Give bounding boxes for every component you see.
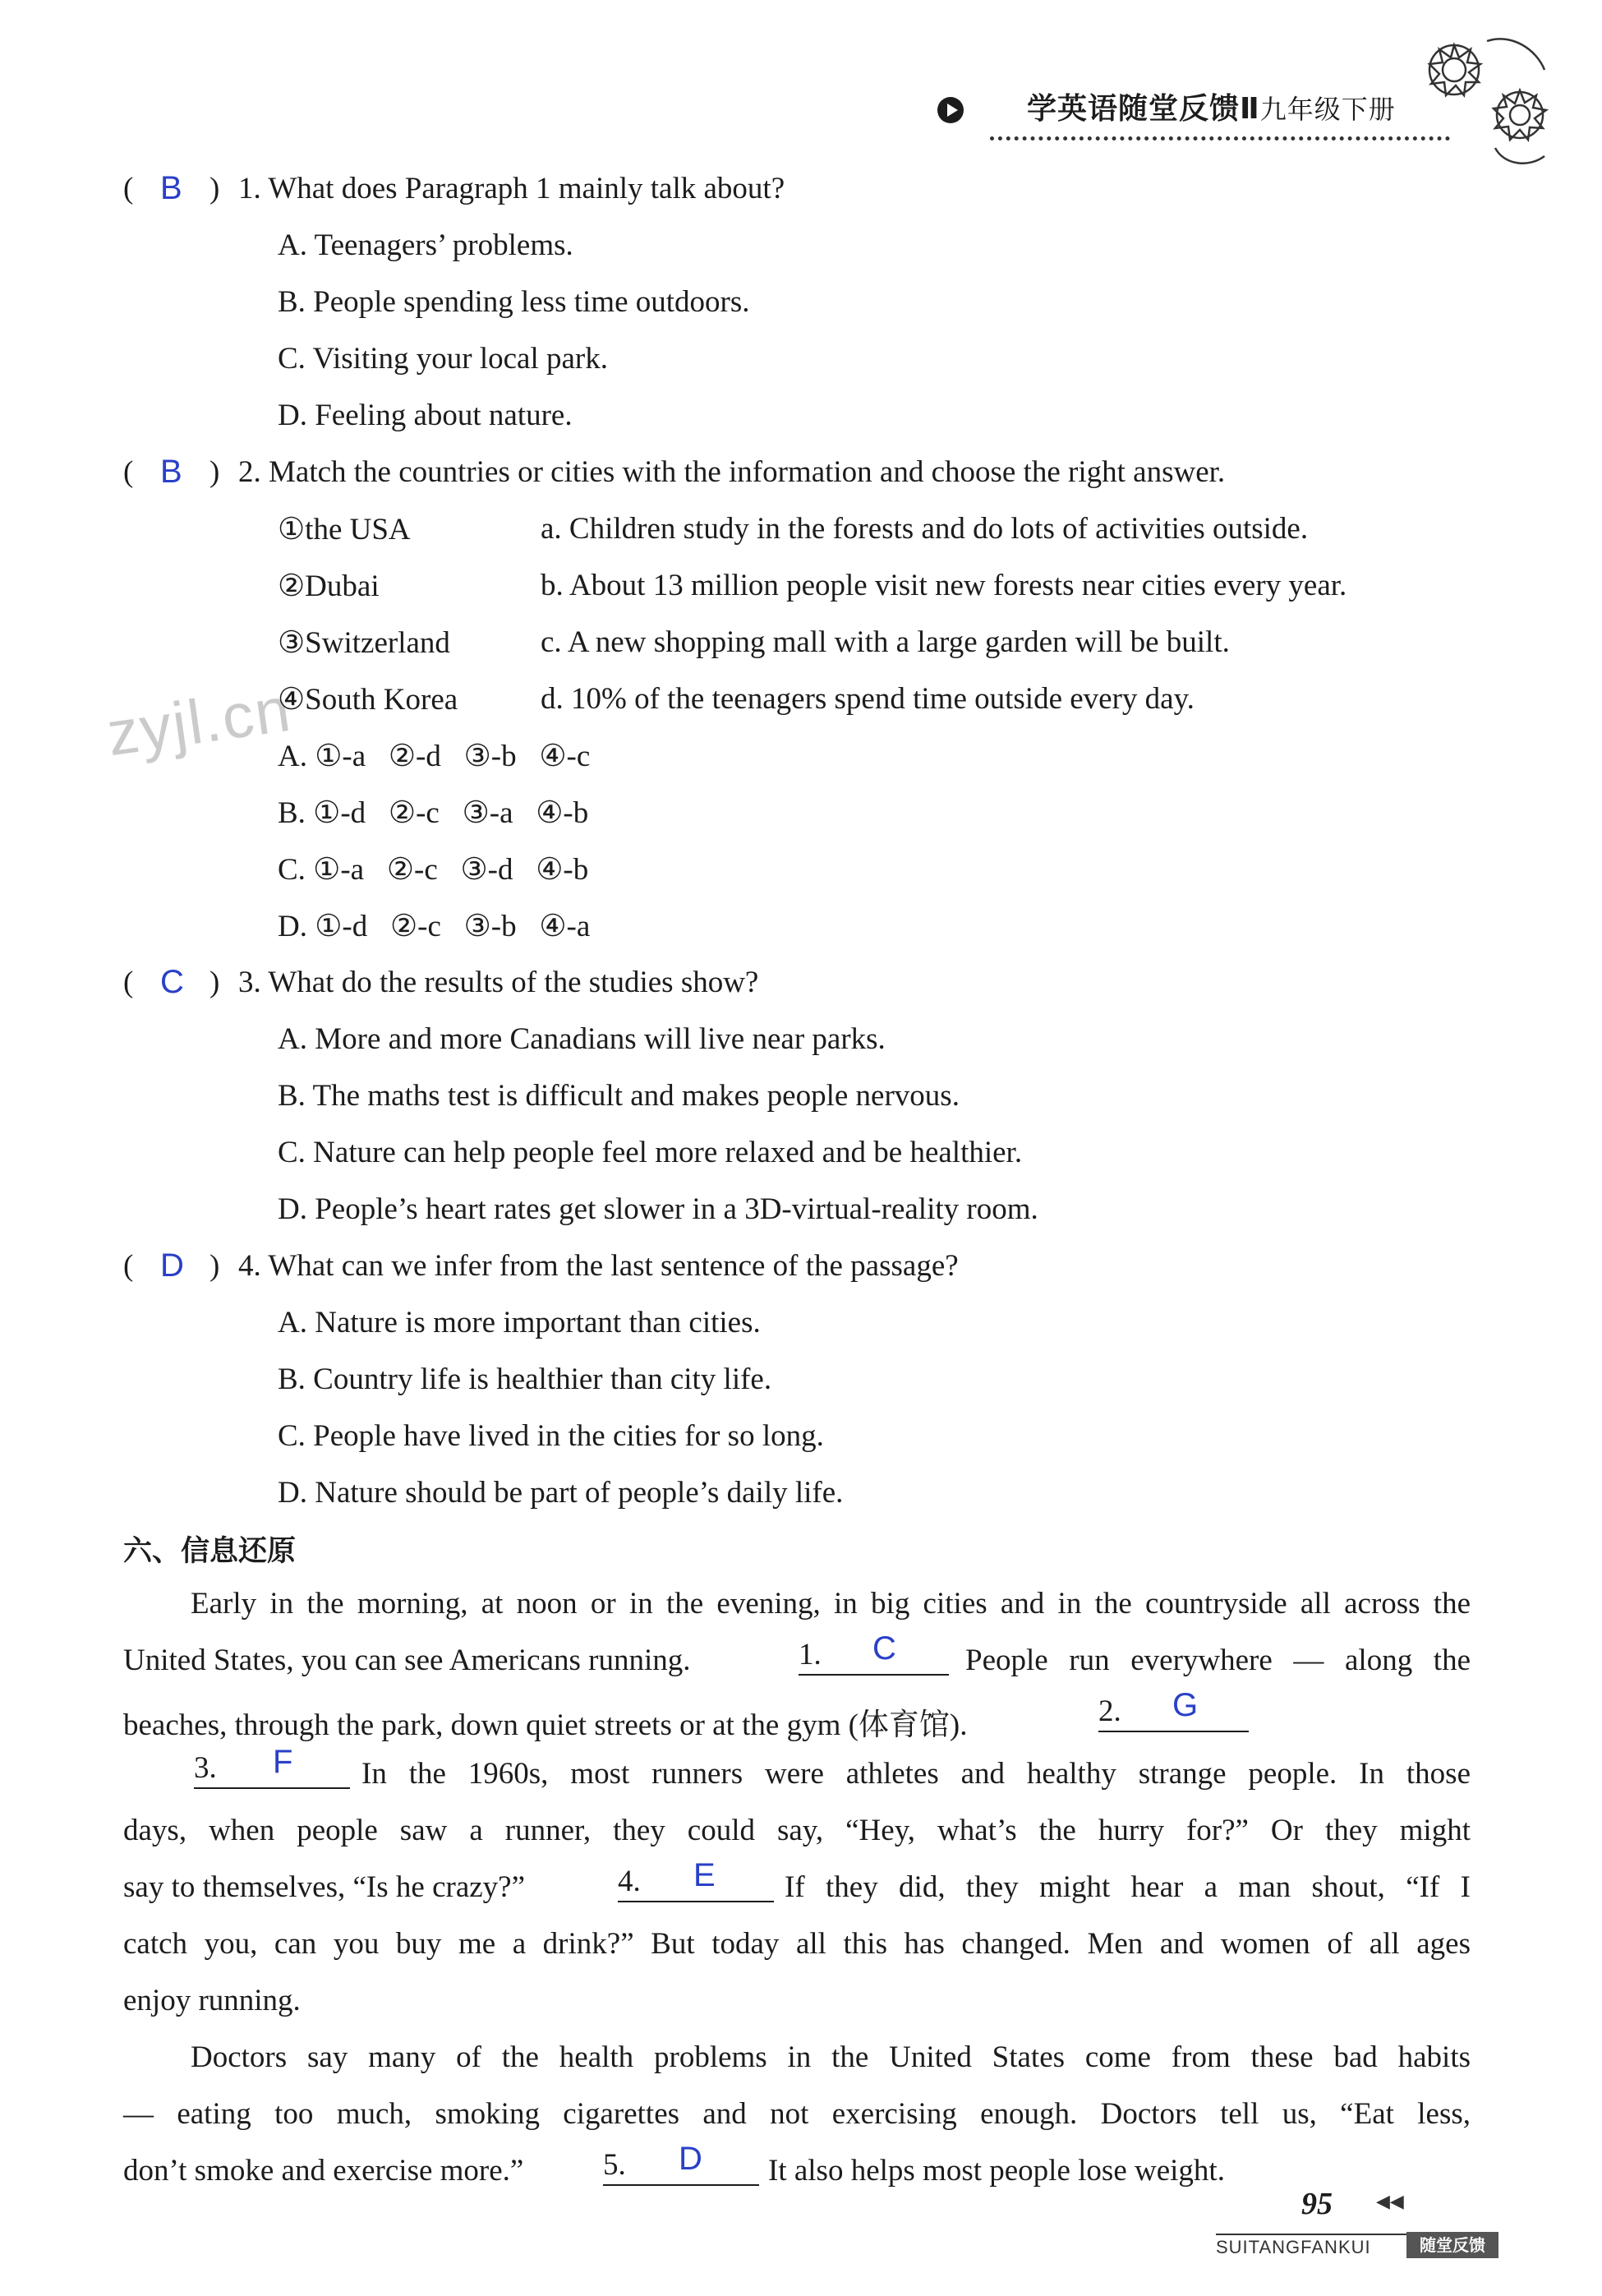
header-title: [1027, 85, 1396, 127]
blank-5[interactable]: [603, 2141, 759, 2186]
question-1-option-d: D. Feeling about nature.: [278, 399, 573, 432]
blank-3[interactable]: [194, 1744, 350, 1789]
answer-paren-close: ): [209, 966, 220, 999]
question-2-option-d: D. ①-d ②-c ③-b ④-a: [278, 910, 591, 943]
passage-line: catch you, can you buy me a drink?” But today all this has changed. Men and women of all ages: [123, 1927, 1471, 1961]
match-left-3: ③Switzerland: [278, 626, 450, 660]
question-1-option-c: C. Visiting your local park.: [278, 342, 608, 376]
passage-line: — eating too much, smoking cigarettes and not exercising enough. Doctors tell us, “Eat less,: [123, 2097, 1471, 2131]
passage-line: enjoy running.: [123, 1984, 301, 2017]
blank-2[interactable]: [1098, 1687, 1249, 1732]
answer-paren-open: (: [123, 1249, 134, 1283]
double-arrow-icon: ◀◀: [1376, 2191, 1404, 2211]
blank-answer: F: [273, 1744, 293, 1780]
question-2-option-a: A. ①-a ②-d ③-b ④-c: [278, 740, 591, 773]
blank-answer: E: [693, 1857, 716, 1893]
header-title-text: 学英语随堂反馈Ⅱ: [1027, 92, 1260, 126]
match-left-2: ②Dubai: [278, 569, 380, 603]
question-1-stem: 1. What does Paragraph 1 mainly talk about?: [238, 172, 785, 205]
answer-q2: B: [160, 454, 182, 490]
answer-paren-open: (: [123, 966, 134, 999]
play-icon: [937, 96, 964, 124]
question-2-option-c: C. ①-a ②-c ③-d ④-b: [278, 853, 589, 887]
question-4-option-d: D. Nature should be part of people’s daily life.: [278, 1476, 844, 1510]
question-3-stem: 3. What do the results of the studies show?: [238, 966, 759, 999]
section-heading: 六、信息还原: [123, 1535, 297, 1568]
passage-text: It also helps most people lose weight.: [768, 2154, 1225, 2188]
blank-answer: D: [679, 2141, 702, 2177]
question-4-stem: 4. What can we infer from the last sentence of the passage?: [238, 1249, 959, 1283]
question-4-option-a: A. Nature is more important than cities.: [278, 1306, 761, 1339]
match-left-1: ①the USA: [278, 513, 411, 546]
passage-text: United States, you can see Americans running.: [123, 1644, 691, 1677]
answer-q4: D: [160, 1247, 184, 1284]
question-1-option-b: B. People spending less time outdoors.: [278, 285, 750, 319]
passage-text: beaches, through the park, down quiet streets or at the gym (体育馆).: [123, 1708, 968, 1742]
question-3-option-a: A. More and more Canadians will live near parks.: [278, 1022, 886, 1056]
page-number: 95: [1301, 2187, 1333, 2221]
passage-text: don’t smoke and exercise more.”: [123, 2154, 524, 2188]
match-right-d: d. 10% of the teenagers spend time outside every day.: [541, 682, 1195, 716]
blank-number: 1.: [799, 1638, 822, 1671]
match-right-a: a. Children study in the forests and do lots of activities outside.: [541, 512, 1309, 546]
answer-paren-close: ): [209, 1249, 220, 1283]
passage-line: [123, 1643, 691, 1678]
question-3-option-c: C. Nature can help people feel more relaxed and be healthier.: [278, 1136, 1023, 1169]
passage-line: Doctors say many of the health problems in the United States come from these bad habits: [191, 2040, 1471, 2074]
answer-paren-open: (: [123, 455, 134, 489]
question-2-stem: 2. Match the countries or cities with the information and choose the right answer.: [238, 455, 1226, 489]
question-4-option-c: C. People have lived in the cities for so long.: [278, 1419, 824, 1453]
blank-answer: G: [1172, 1687, 1199, 1723]
question-1-option-a: A. Teenagers’ problems.: [278, 228, 573, 262]
match-left-4: ④South Korea: [278, 683, 458, 717]
answer-paren-open: (: [123, 172, 134, 205]
flower-decoration-icon: [1405, 25, 1569, 197]
passage-text: People run everywhere — along the: [965, 1644, 1471, 1677]
question-3-option-d: D. People’s heart rates get slower in a 3D-virtual-reality room.: [278, 1192, 1038, 1226]
blank-number: 5.: [603, 2148, 626, 2182]
question-2-option-b: B. ①-d ②-c ③-a ④-b: [278, 796, 589, 830]
header-subtitle: 九年级下册: [1259, 94, 1396, 125]
passage-text: In the 1960s, most runners were athletes and healthy strange people. In those: [361, 1757, 1471, 1791]
question-3-option-b: B. The maths test is difficult and makes people nervous.: [278, 1079, 960, 1113]
answer-paren-close: ): [209, 455, 220, 489]
passage-line: days, when people saw a runner, they could say, “Hey, what’s the hurry for?” Or they might: [123, 1814, 1471, 1847]
blank-number: 2.: [1098, 1694, 1121, 1728]
blank-4[interactable]: [618, 1857, 774, 1902]
blank-number: 4.: [618, 1865, 641, 1898]
answer-paren-close: ): [209, 172, 220, 205]
passage-text: If they did, they might hear a man shout, “If I: [785, 1870, 1471, 1904]
match-right-b: b. About 13 million people visit new forests near cities every year.: [541, 569, 1347, 602]
question-4-option-b: B. Country life is healthier than city life.: [278, 1362, 772, 1396]
blank-answer: C: [872, 1630, 896, 1667]
header-dotted-rule: [990, 136, 1450, 141]
blank-number: 3.: [194, 1751, 217, 1785]
footer-brand: SUITANGFANKUI: [1216, 2237, 1371, 2257]
passage-text: say to themselves, “Is he crazy?”: [123, 1870, 526, 1904]
footer-badge: 随堂反馈: [1406, 2232, 1498, 2258]
passage-line: Early in the morning, at noon or in the evening, in big cities and in the countryside all across the: [191, 1587, 1471, 1621]
blank-1[interactable]: [799, 1630, 949, 1676]
answer-q3: C: [160, 964, 184, 1000]
watermark: zyjl.cn: [103, 674, 296, 770]
answer-q1: B: [160, 170, 182, 206]
match-right-c: c. A new shopping mall with a large garden will be built.: [541, 625, 1230, 659]
